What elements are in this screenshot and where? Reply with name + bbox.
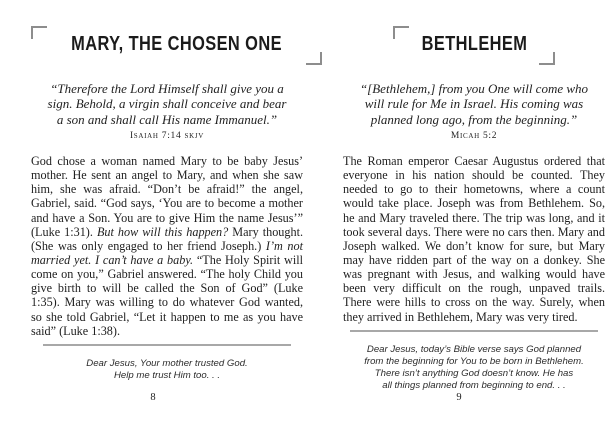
page-number: 9 bbox=[456, 392, 462, 403]
chapter-title-block-right bbox=[343, 26, 605, 68]
verse-citation: Micah 5:2 bbox=[450, 130, 498, 141]
page-right bbox=[306, 0, 612, 432]
devotion-body: The Roman emperor Caesar Augustus ordered that everyone in his nation should be counted. They needed to go to their hometowns, where a count would take place. Joseph was from Bethlehem. So, he and Mary traveled there. The trip was long, and it took several days. There were no cars then. Mary and Joseph walked. We don’t know for sure, but Mary may have ridden part of the way on a donkey. She was pregnant with Jesus, and walking would have been very difficult on the rough, unpaved trails. There were hills to cross on the way. Surely, when they arrived in Bethlehem, Mary was very tired. bbox=[343, 153, 605, 324]
corner-bracket-top-left-icon bbox=[31, 26, 47, 39]
prayer-line: Dear Jesus, Your mother trusted God. bbox=[86, 357, 248, 369]
prayer-line: There isn’t anything God doesn’t know. He has bbox=[374, 367, 574, 379]
page-number: 8 bbox=[150, 392, 156, 403]
divider-rule bbox=[43, 344, 291, 346]
verse-citation: Isaiah 7:14 skjv bbox=[129, 130, 205, 141]
prayer bbox=[343, 344, 605, 392]
prayer-line: Dear Jesus, today’s Bible verse says God planned bbox=[366, 343, 582, 355]
prayer-line: all things planned from beginning to end. . . bbox=[382, 379, 566, 391]
prayer-line: Help me trust Him too. . . bbox=[113, 369, 221, 381]
chapter-title-block-left bbox=[31, 26, 303, 68]
bible-verse: “[Bethlehem,] from you One will come who will rule for Me in Israel. His coming was planned long ago, from the beginning.” bbox=[359, 81, 589, 127]
corner-bracket-bottom-right-icon bbox=[539, 52, 555, 65]
chapter-title-frame bbox=[31, 26, 322, 65]
devotion-body: God chose a woman named Mary to be baby Jesus’ mother. He sent an angel to Mary, and when she saw him, she was afraid. “Don’t be afraid!” the angel, Gabriel, said. “God says, ‘You are to become a mother and have a Son. You are to give Him the name Jesus’” (Luke 1:31). But how will this happen? Mary thought. (She was only engaged to her friend Joseph.) I’m not married yet. I can’t have a baby. “The Holy Spirit will come on you,” Gabriel answered. “The holy Child you give birth to will be called the Son of God” (Luke 1:35). Mary was willing to do whatever God wanted, so she told Gabriel, “Let it happen to me as you have said” (Luke 1:38). bbox=[31, 153, 304, 338]
divider-rule bbox=[350, 330, 598, 332]
bible-verse: “Therefore the Lord Himself shall give you a sign. Behold, a virgin shall conceive and bear a son and shall call His name Immanuel.” bbox=[47, 81, 287, 127]
prayer-line: from the beginning for You to be born in Bethlehem. bbox=[364, 355, 584, 367]
chapter-title: BETHLEHEM bbox=[421, 33, 527, 55]
corner-bracket-top-left-icon bbox=[393, 26, 409, 39]
chapter-title: MARY, THE CHOSEN ONE bbox=[71, 33, 282, 55]
prayer bbox=[31, 358, 303, 382]
chapter-title-frame bbox=[393, 26, 556, 65]
